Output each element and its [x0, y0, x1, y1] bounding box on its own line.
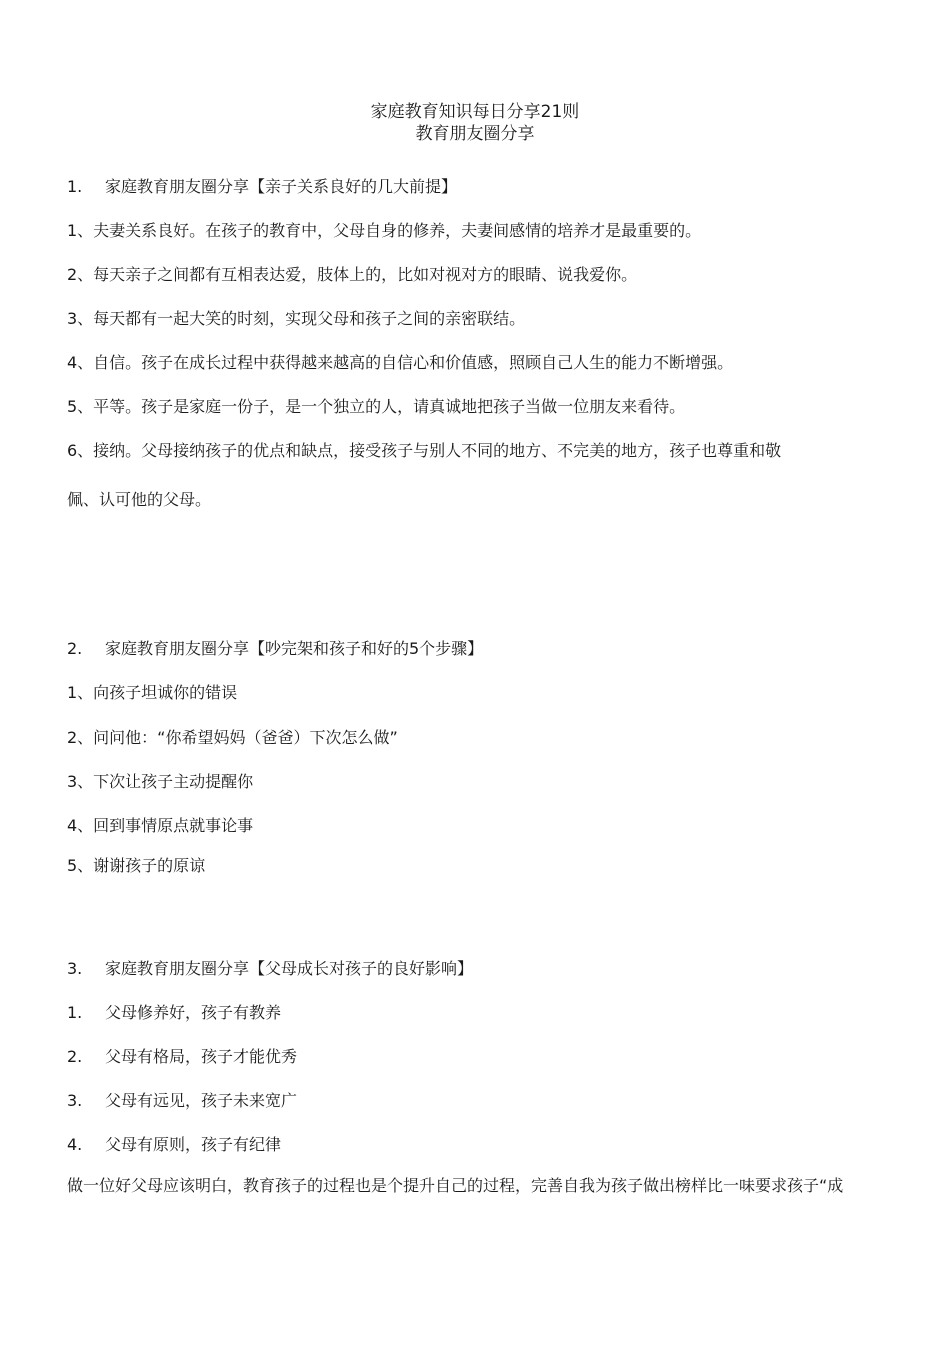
list-item: 3、每天都有一起大笑的时刻，实现父母和孩子之间的亲密联结。	[67, 309, 526, 328]
list-item: 3、下次让孩子主动提醒你	[67, 772, 254, 791]
list-item	[67, 1134, 281, 1156]
list-item: 2、每天亲子之间都有互相表达爱，肢体上的，比如对视对方的眼睛、说我爱你。	[67, 265, 638, 284]
section-number: 3.	[67, 959, 83, 978]
list-item: 5、谢谢孩子的原谅	[67, 856, 206, 875]
section-heading-text: 家庭教育朋友圈分享【亲子关系良好的几大前提】	[105, 177, 458, 196]
section-number: 1.	[67, 177, 83, 196]
list-item: 2、问问他：“你希望妈妈（爸爸）下次怎么做”	[67, 728, 398, 747]
list-item-text: 父母有原则，孩子有纪律	[105, 1135, 282, 1154]
section-heading	[67, 176, 457, 198]
document-subtitle: 教育朋友圈分享	[415, 124, 535, 144]
list-item-number: 1.	[67, 1003, 83, 1022]
list-item: 1、向孩子坦诚你的错误	[67, 683, 238, 702]
list-item: 1、夫妻关系良好。在孩子的教育中，父母自身的修养，夫妻间感情的培养才是最重要的。	[67, 221, 702, 240]
section-heading	[67, 958, 473, 980]
section-heading-text: 家庭教育朋友圈分享【吵完架和孩子和好的5个步骤】	[105, 639, 484, 658]
list-item-text: 父母有格局，孩子才能优秀	[105, 1047, 298, 1066]
list-item: 6、接纳。父母接纳孩子的优点和缺点，接受孩子与别人不同的地方、不完美的地方，孩子也尊重和敬	[67, 441, 782, 460]
closing-paragraph: 做一位好父母应该明白，教育孩子的过程也是个提升自己的过程，完善自我为孩子做出榜样比一味要求孩子“成	[67, 1176, 844, 1195]
section-heading-text: 家庭教育朋友圈分享【父母成长对孩子的良好影响】	[105, 959, 474, 978]
list-item: 4、自信。孩子在成长过程中获得越来越高的自信心和价值感，照顾自己人生的能力不断增强。	[67, 353, 734, 372]
list-item: 4、回到事情原点就事论事	[67, 816, 254, 835]
section-number: 2.	[67, 639, 83, 658]
list-item	[67, 1090, 297, 1112]
list-item-continuation: 佩、认可他的父母。	[67, 490, 212, 509]
list-item-text: 父母修养好，孩子有教养	[105, 1003, 282, 1022]
document-title: 家庭教育知识每日分享21则	[370, 102, 580, 122]
list-item-number: 4.	[67, 1135, 83, 1154]
section-heading	[67, 638, 483, 660]
list-item: 5、平等。孩子是家庭一份子，是一个独立的人，请真诚地把孩子当做一位朋友来看待。	[67, 397, 686, 416]
list-item-number: 2.	[67, 1047, 83, 1066]
list-item-number: 3.	[67, 1091, 83, 1110]
list-item	[67, 1002, 281, 1024]
list-item-text: 父母有远见，孩子未来宽广	[105, 1091, 298, 1110]
list-item	[67, 1046, 297, 1068]
